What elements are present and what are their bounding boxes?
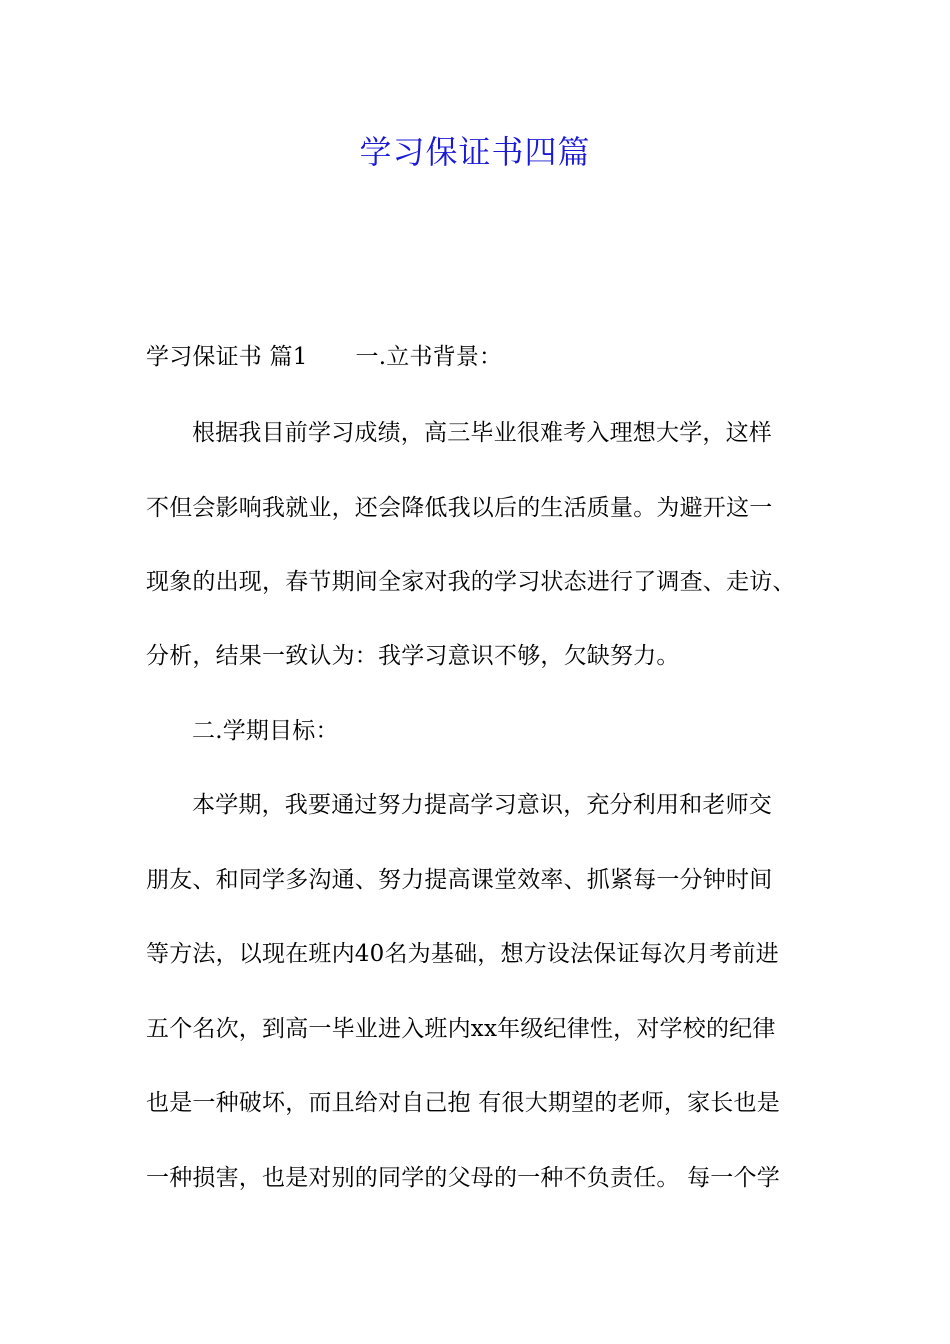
section-heading: 一.立书背景： [355, 344, 503, 370]
paragraph-line: 不但会影响我就业，还会降低我以后的生活质量。为避开这一 [146, 495, 773, 521]
section-heading: 二.学期目标： [192, 718, 339, 744]
paragraph-line: 分析，结果一致认为：我学习意识不够，欠缺努力。 [146, 643, 680, 669]
paragraph-line: 五个名次，到高一毕业进入班内xx年级纪律性，对学校的纪律 [146, 1016, 776, 1042]
paragraph-line: 现象的出现，春节期间全家对我的学习状态进行了调查、走访、 [146, 569, 796, 595]
section-heading-line [146, 342, 502, 372]
document-subtitle: 学习保证书 篇1 [146, 344, 308, 370]
paragraph-line: 本学期，我要通过努力提高学习意识，充分利用和老师交 [192, 792, 772, 818]
paragraph-line: 等方法，以现在班内40名为基础，想方设法保证每次月考前进 [146, 941, 779, 967]
document-title: 学习保证书四篇 [359, 133, 591, 171]
paragraph-line: 根据我目前学习成绩，高三毕业很难考入理想大学，这样 [192, 420, 772, 446]
paragraph-line: 也是一种破坏，而且给对自己抱 有很大期望的老师，家长也是 [146, 1090, 780, 1116]
paragraph-line: 朋友、和同学多沟通、努力提高课堂效率、抓紧每一分钟时间 [146, 867, 773, 893]
paragraph-line: 一种损害，也是对别的同学的父母的一种不负责任。 每一个学 [146, 1165, 780, 1191]
